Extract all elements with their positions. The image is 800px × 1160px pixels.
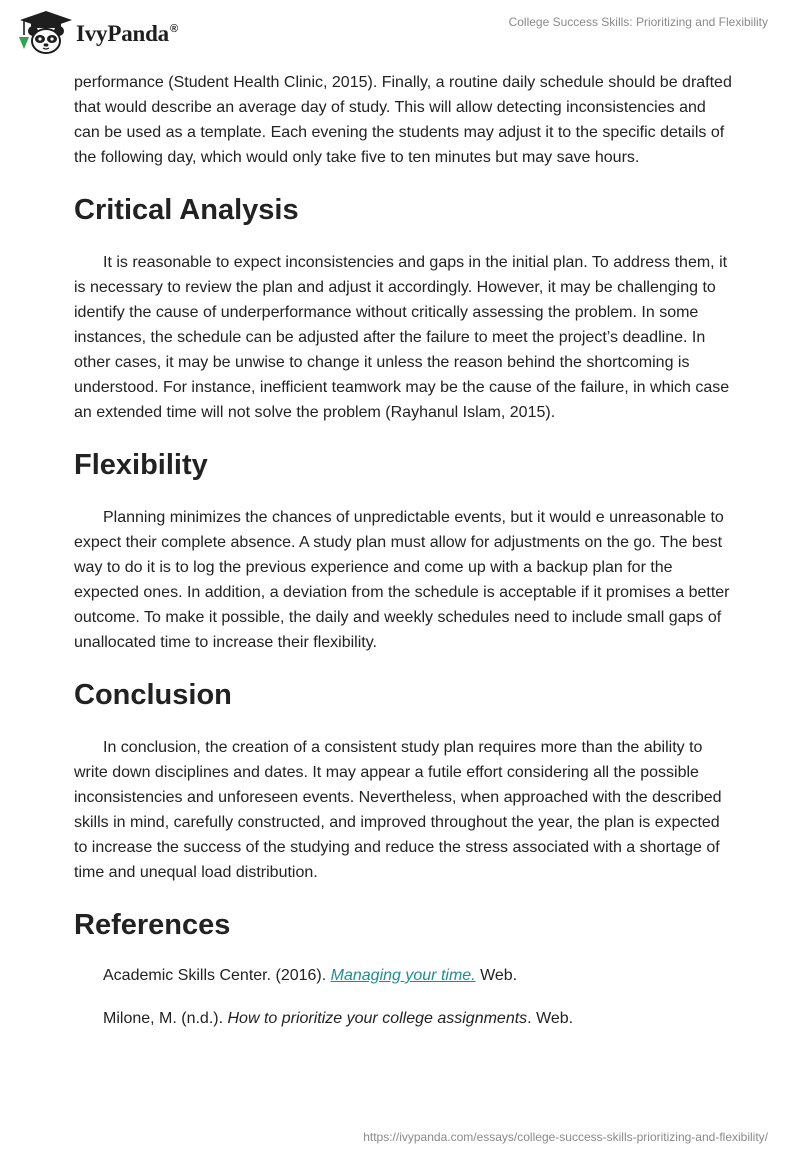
section-heading-flexibility: Flexibility [74, 449, 208, 481]
flexibility-paragraph: Planning minimizes the chances of unpredictable events, but it would e unreasonable to expect their complete absence. A study plan must allow for adjustments on the go. The best way to do it is to log the previous experience and come up with a backup plan for the expected ones. In addition, a deviation from the schedule is acceptable if it promises a better outcome. To make it possible, the daily and weekly schedules need to include small gaps of unallocated time to increase their flexibility. [74, 509, 730, 651]
registered-mark: ® [169, 23, 178, 36]
section-heading-references: References [74, 909, 231, 941]
reference-title: How to prioritize your college assignments [227, 1010, 528, 1027]
reference-link-managing-your-time[interactable]: Managing your time. [330, 967, 476, 984]
ivypanda-logo[interactable] [16, 9, 178, 55]
logo-wordmark: IvyPanda® [76, 21, 178, 46]
section-heading-conclusion: Conclusion [74, 679, 232, 711]
running-title: College Success Skills: Prioritizing and Flexibility [508, 15, 768, 29]
intro-paragraph: performance (Student Health Clinic, 2015). Finally, a routine daily schedule should be drafted that would describe an average day of study. This will allow detecting inconsistencies and can be used as a template. Each evening the students may adjust it to the specific details of the following day, which would only take five to ten minutes but may save hours. [74, 74, 732, 166]
panda-graduate-icon [16, 9, 74, 55]
reference-item: Milone, M. (n.d.). How to prioritize your college assignments. Web. [103, 1010, 574, 1027]
conclusion-paragraph: In conclusion, the creation of a consistent study plan requires more than the ability to write down disciplines and dates. It may appear a futile effort considering all the possible inconsistencies and unforeseen events. Nevertheless, when approached with the described skills in mind, carefully constructed, and improved throughout the year, the plan is expected to increase the success of the studying and reduce the stress associated with a shortage of time and unequal load distribution. [74, 739, 722, 881]
critical-analysis-paragraph: It is reasonable to expect inconsistencies and gaps in the initial plan. To address them, it is necessary to review the plan and adjust it accordingly. However, it may be challenging to identify the cause of underperformance without critically assessing the problem. In some instances, the schedule can be adjusted after the failure to meet the project’s deadline. In other cases, it may be unwise to change it unless the reason behind the shortcoming is understood. For instance, inefficient teamwork may be the cause of the failure, in which case an extended time will not solve the problem (Rayhanul Islam, 2015). [74, 254, 730, 421]
page-header [0, 0, 800, 70]
essay-content [74, 70, 734, 1030]
section-heading-critical-analysis: Critical Analysis [74, 194, 299, 226]
reference-item: Academic Skills Center. (2016). Managing your time. Web. [103, 967, 518, 984]
footer-url[interactable]: https://ivypanda.com/essays/college-success-skills-prioritizing-and-flexibility/ [363, 1130, 768, 1144]
